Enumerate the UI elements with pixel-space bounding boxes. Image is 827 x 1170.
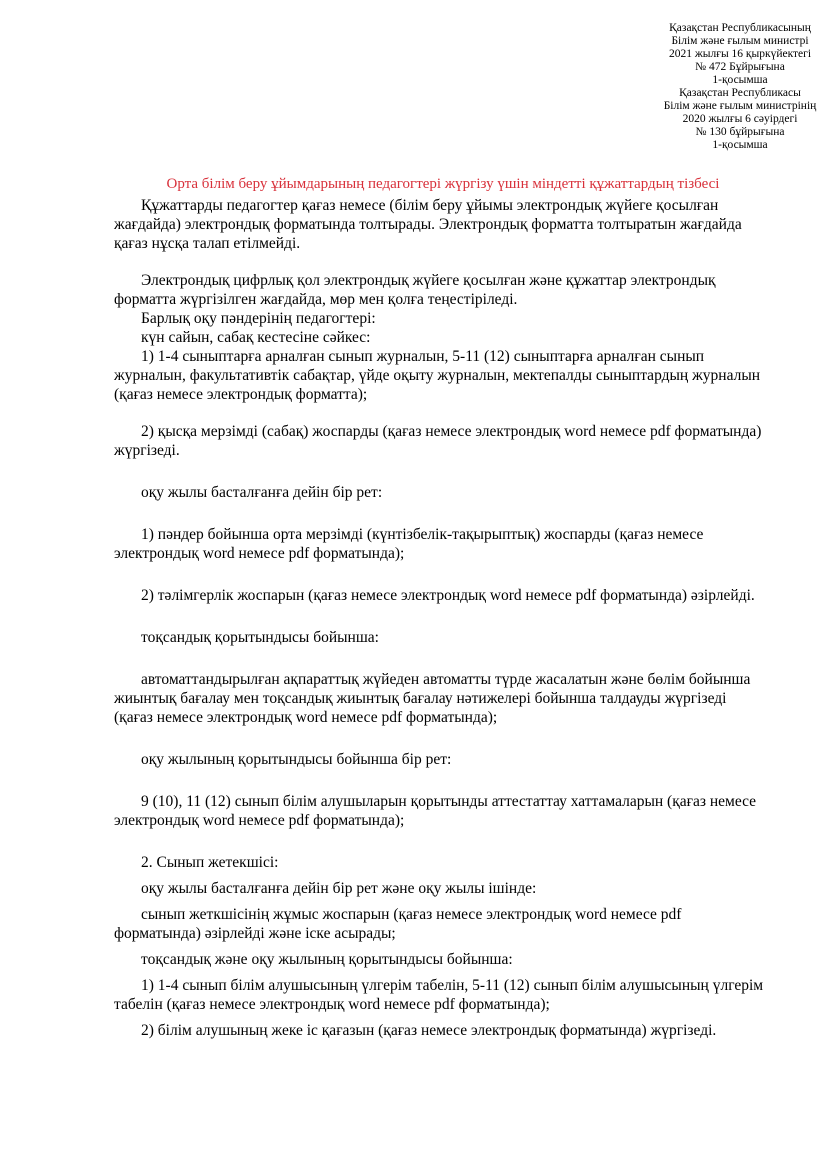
paragraph-line: форматта жүргізілген жағдайда, мөр мен қолға теңестіріледі. — [114, 291, 518, 308]
decree-reference-line: Қазақстан Республикасы — [679, 87, 801, 99]
paragraph-line: 2) тәлімгерлік жоспарын (қағаз немесе электрондық word немесе pdf форматында) әзірлейді. — [141, 587, 755, 604]
paragraph-line: 2) білім алушының жеке іс қағазын (қағаз немесе электрондық форматында) жүргізеді. — [141, 1022, 717, 1039]
paragraph — [114, 586, 772, 605]
decree-reference-line: № 130 бұйрығына — [695, 126, 785, 138]
paragraph-line: 1) пәндер бойынша орта мерзімді (күнтізбелік-тақырыптық) жоспарды (қағаз немесе — [141, 526, 704, 543]
paragraph-line: жүргізеді. — [114, 442, 180, 459]
paragraph-line: күн сайын, сабақ кестесіне сәйкес: — [141, 329, 371, 346]
paragraph-line: жиынтық бағалау мен тоқсандық жиынтық бағалау нәтижелері бойынша талдауды жүргізеді — [114, 690, 727, 707]
decree-reference-line: 1-қосымша — [712, 74, 768, 86]
paragraph-line: Электрондық цифрлық қол электрондық жүйеге қосылған және құжаттар электрондық — [141, 272, 716, 289]
paragraph-line: қағаз нұсқа талап етілмейді. — [114, 235, 301, 252]
paragraph-line: оқу жылы басталғанға дейін бір рет: — [141, 484, 383, 501]
paragraph — [114, 1021, 772, 1040]
paragraph — [114, 483, 772, 502]
paragraph-line: Құжаттарды педагогтер қағаз немесе (білім беру ұйымы электрондық жүйеге қосылған — [141, 197, 719, 214]
decree-reference-line: 2021 жылғы 16 қыркүйектегі — [668, 48, 812, 60]
paragraph — [114, 905, 772, 943]
paragraph-line: автоматтандырылған ақпараттық жүйеден автоматты түрде жасалатын және бөлім бойынша — [141, 671, 751, 688]
paragraph-line: табелін (қағаз немесе электрондық word немесе pdf форматында); — [114, 996, 550, 1013]
paragraph — [114, 525, 772, 563]
document-body — [114, 196, 772, 1040]
decree-reference-line: Білім және ғылым министрінің — [663, 100, 817, 112]
paragraph — [114, 670, 772, 727]
paragraph-line: 1) 1-4 сынып білім алушысының үлгерім табелін, 5-11 (12) сынып білім алушысының үлгерім — [141, 977, 764, 994]
decree-reference-line: Қазақстан Республикасының — [669, 22, 811, 34]
paragraph-line: журналын, факультативтік сабақтар, үйде оқыту журналын, мектепалды сыныптардың журналын — [114, 367, 761, 384]
paragraph — [114, 976, 772, 1014]
paragraph-line: оқу жылы басталғанға дейін бір рет және оқу жылы ішінде: — [141, 880, 537, 897]
paragraph — [114, 271, 772, 309]
decree-reference-line: 1-қосымша — [712, 139, 768, 151]
paragraph-line: сынып жеткшісінің жұмыс жоспарын (қағаз немесе электрондық word немесе pdf — [141, 906, 682, 923]
decree-reference-block — [654, 22, 826, 152]
paragraph-line: 1) 1-4 сыныптарға арналған сынып журналын, 5-11 (12) сыныптарға арналған сынып — [141, 348, 705, 365]
paragraph — [114, 628, 772, 647]
paragraph — [114, 196, 772, 253]
paragraph-line: 2. Сынып жетекшісі: — [141, 854, 279, 871]
paragraph — [114, 347, 772, 404]
paragraph-line: (қағаз немесе электрондық форматта); — [114, 386, 368, 403]
decree-reference-line: Білім және ғылым министрі — [671, 35, 809, 47]
paragraph — [114, 422, 772, 460]
paragraph — [114, 853, 772, 872]
document-title: Орта білім беру ұйымдарының педагогтері жүргізу үшін міндетті құжаттардың тізбесі — [166, 176, 720, 192]
paragraph-line: (қағаз немесе электрондық word немесе pdf форматында); — [114, 709, 498, 726]
paragraph — [114, 792, 772, 830]
paragraph-line: тоқсандық және оқу жылының қорытындысы бойынша: — [141, 951, 513, 968]
paragraph-line: жағдайда) электрондық форматында толтырады. Электрондық форматта толтыратын жағдайда — [114, 216, 742, 233]
paragraph — [114, 879, 772, 898]
paragraph — [114, 950, 772, 969]
decree-reference-line: № 472 Бұйрығына — [695, 61, 785, 73]
paragraph-line: 9 (10), 11 (12) сынып білім алушыларын қорытынды аттестаттау хаттамаларын (қағаз немесе — [141, 793, 757, 810]
paragraph-line: Барлық оқу пәндерінің педагогтері: — [141, 310, 376, 327]
paragraph-line: электрондық word немесе pdf форматында); — [114, 812, 405, 829]
paragraph-line: электрондық word немесе pdf форматында); — [114, 545, 405, 562]
paragraph-line: оқу жылының қорытындысы бойынша бір рет: — [141, 751, 452, 768]
paragraph-line: 2) қысқа мерзімді (сабақ) жоспарды (қағаз немесе электрондық word немесе pdf форматында) — [141, 423, 762, 440]
paragraph-line: тоқсандық қорытындысы бойынша: — [141, 629, 379, 646]
decree-reference-line: 2020 жылғы 6 сәуірдегі — [682, 113, 798, 125]
paragraph — [114, 309, 772, 328]
paragraph — [114, 328, 772, 347]
paragraph-line: форматында) әзірлейді және іске асырады; — [114, 925, 396, 942]
paragraph — [114, 750, 772, 769]
